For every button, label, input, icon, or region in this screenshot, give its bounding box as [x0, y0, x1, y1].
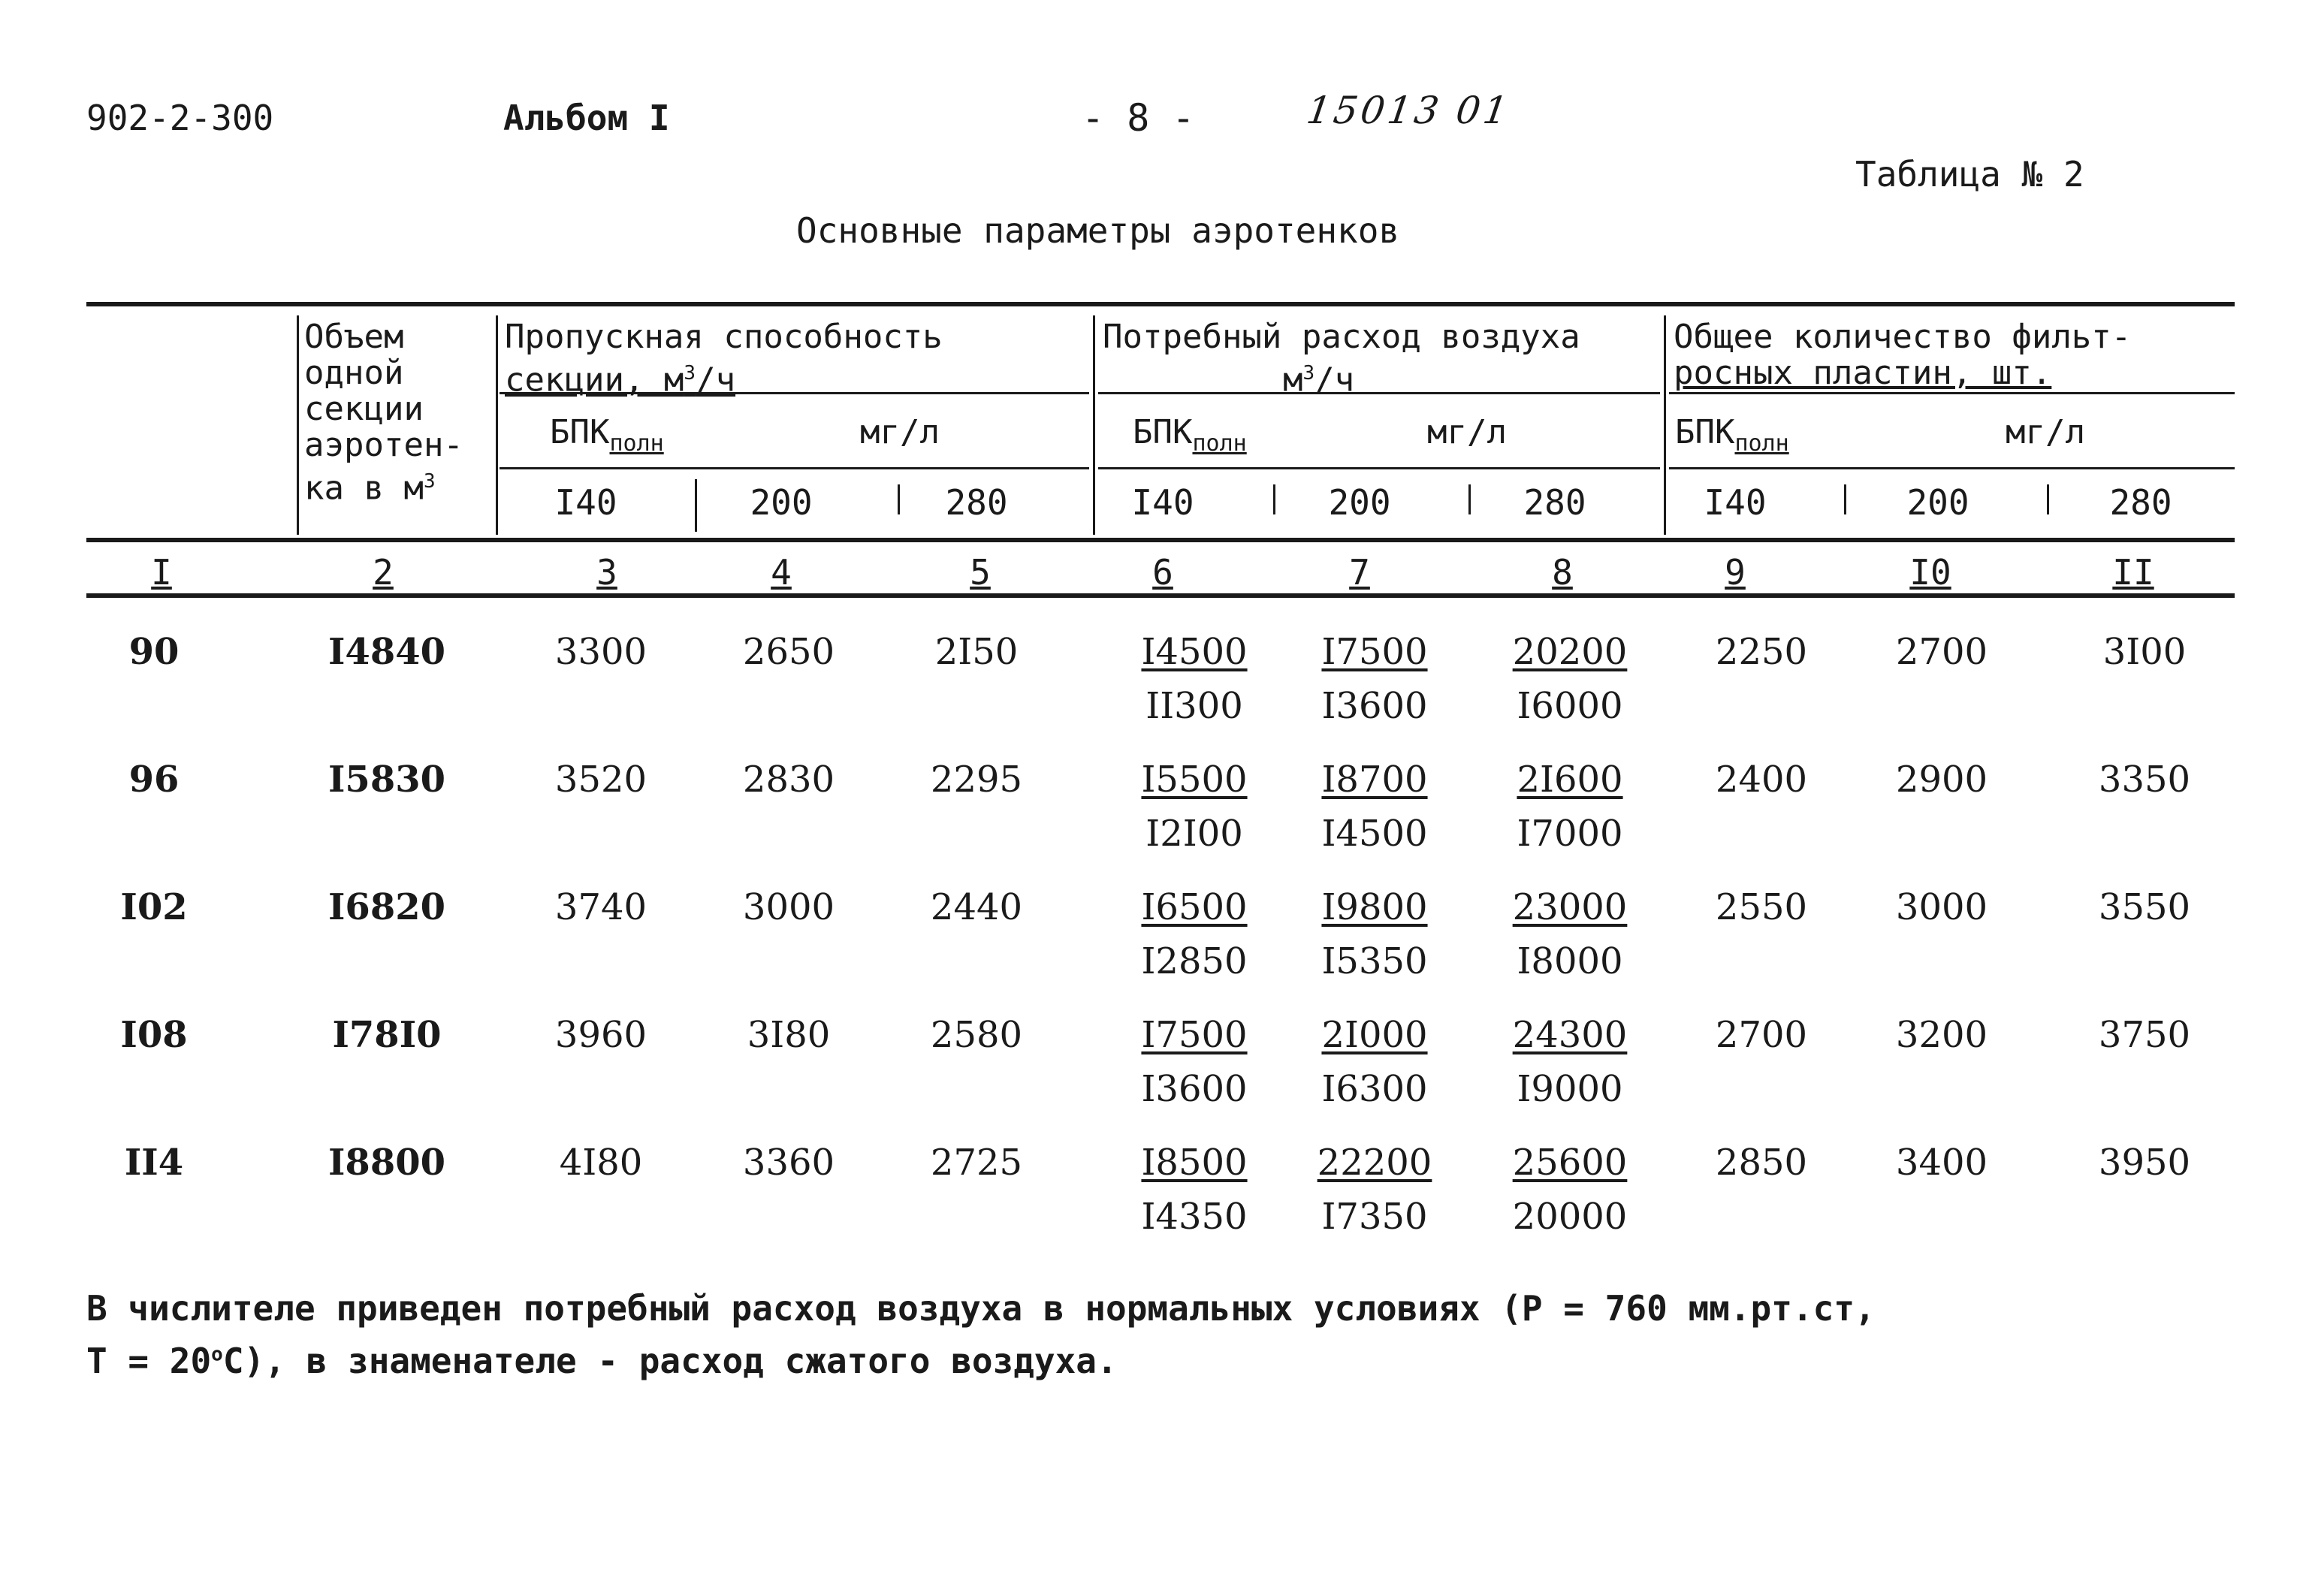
table-cell: 2900 [1895, 759, 1988, 801]
airflow-numerator: I7500 [1141, 1014, 1248, 1056]
airflow-numerator: I5500 [1141, 759, 1248, 801]
bpk-value-header: 200 [1328, 482, 1391, 523]
table-cell: 3350 [2098, 759, 2191, 801]
plates-header-rule [1669, 392, 2235, 394]
plates-bpk-label: $БПК_{полн}$ [1675, 413, 1789, 457]
airflow-numerator: 20200 [1512, 631, 1628, 673]
column-divider [2047, 484, 2049, 514]
throughput-header: Пропускная способность секции, $м^3/ч$ [505, 318, 943, 400]
column-number: 6 [1152, 552, 1173, 593]
bpk-value-header: 200 [1906, 482, 1969, 523]
table-cell: 2250 [1715, 631, 1808, 673]
airflow-numerator: I7500 [1321, 631, 1428, 673]
table-cell: 3750 [2098, 1014, 2191, 1056]
column-number: II [2112, 552, 2154, 593]
throughput-bpk-label: $БПК_{полн}$ [550, 413, 664, 457]
table-cell: 2700 [1715, 1014, 1808, 1056]
table-cell: 2295 [930, 759, 1023, 801]
throughput-unit: мг/л [860, 413, 940, 451]
table-cell: 3I80 [747, 1014, 831, 1056]
plates-bpk-rule [1669, 467, 2235, 469]
bpk-value-header: 280 [1523, 482, 1586, 523]
column-divider [496, 315, 498, 535]
bpk-value-header: 280 [945, 482, 1008, 523]
airflow-denominator: I6300 [1321, 1068, 1428, 1110]
footnote-line-1: В числителе приведен потребный расход воздуха в нормальных условиях (Р = 760 мм.рт.ст, [86, 1288, 1876, 1329]
airflow-numerator: I8700 [1321, 759, 1428, 801]
footnote-line-2: $Т = 20^оС$), в знаменателе - расход сжатого воздуха. [86, 1341, 1118, 1381]
table-cell: 3550 [2098, 886, 2191, 928]
airflow-bpk-label: $БПК_{полн}$ [1133, 413, 1247, 457]
table-cell: 2400 [1715, 759, 1808, 801]
airflow-denominator: II300 [1145, 685, 1243, 727]
column-number: 2 [373, 552, 394, 593]
bpk-value-header: I40 [554, 482, 617, 523]
table-cell: 2550 [1715, 886, 1808, 928]
table-cell: 2440 [930, 886, 1023, 928]
table-cell: 2725 [930, 1142, 1023, 1184]
row-number: 90 [128, 631, 180, 673]
volume-header: Объем одной секции аэротен- ка в $м^3$ [304, 318, 463, 508]
column-number: 8 [1552, 552, 1573, 593]
airflow-denominator: I5350 [1321, 940, 1428, 982]
throughput-bpk-rule [500, 467, 1089, 469]
table-label: Таблица № 2 [1855, 154, 2084, 195]
handwritten-mark: 15013 01 [1303, 89, 1514, 132]
table-cell: 3I00 [2102, 631, 2187, 673]
column-divider [1844, 484, 1846, 514]
airflow-denominator: I9000 [1517, 1068, 1623, 1110]
table-title: Основные параметры аэротенков [796, 210, 1400, 251]
table-cell: 2580 [930, 1014, 1023, 1056]
airflow-numerator: 25600 [1512, 1142, 1628, 1184]
table-cell: I78I0 [332, 1014, 442, 1056]
table-cell: 3300 [554, 631, 647, 673]
airflow-numerator: I4500 [1141, 631, 1248, 673]
bpk-value-header: I40 [1131, 482, 1194, 523]
table-cell: 3000 [742, 886, 835, 928]
airflow-numerator: I8500 [1141, 1142, 1248, 1184]
airflow-denominator: I3600 [1141, 1068, 1248, 1110]
column-divider [1093, 315, 1095, 535]
column-divider [695, 479, 697, 532]
column-divider [1664, 315, 1666, 535]
header-bottom-rule [86, 538, 2235, 542]
document-code: 902-2-300 [86, 98, 274, 138]
airflow-denominator: I4500 [1321, 813, 1428, 855]
table-cell: I4840 [327, 631, 446, 673]
column-number: 9 [1725, 552, 1746, 593]
table-cell: I5830 [327, 759, 446, 801]
airflow-bpk-rule [1098, 467, 1660, 469]
table-cell: I8800 [327, 1142, 446, 1184]
airflow-unit: мг/л [1427, 413, 1507, 451]
table-cell: 3200 [1895, 1014, 1988, 1056]
column-divider [898, 484, 900, 514]
airflow-numerator: 22200 [1317, 1142, 1432, 1184]
airflow-denominator: I2850 [1141, 940, 1248, 982]
airflow-numerator: 2I600 [1517, 759, 1623, 801]
bpk-value-header: I40 [1704, 482, 1767, 523]
album-label: Альбом I [503, 98, 670, 138]
column-divider [297, 315, 299, 535]
table-cell: 3400 [1895, 1142, 1988, 1184]
row-number: II4 [124, 1142, 184, 1184]
table-cell: 3520 [554, 759, 647, 801]
table-top-rule [86, 302, 2235, 306]
airflow-header: Потребный расход воздуха $м^3/ч$ [1103, 318, 1580, 400]
row-number: I08 [120, 1014, 188, 1056]
table-cell: 3960 [554, 1014, 647, 1056]
airflow-denominator: I7350 [1321, 1196, 1428, 1238]
column-number: I0 [1909, 552, 1951, 593]
plates-header: Общее количество фильт- росных пластин, шт. [1674, 318, 2132, 392]
airflow-numerator: 24300 [1512, 1014, 1628, 1056]
airflow-numerator: I6500 [1141, 886, 1248, 928]
airflow-denominator: I7000 [1517, 813, 1623, 855]
row-number: 96 [128, 759, 180, 801]
airflow-numerator: 23000 [1512, 886, 1628, 928]
column-divider [1273, 484, 1275, 514]
column-numbers-rule [86, 593, 2235, 598]
table-cell: 2850 [1715, 1142, 1808, 1184]
table-cell: 2700 [1895, 631, 1988, 673]
airflow-denominator: I8000 [1517, 940, 1623, 982]
airflow-denominator: 20000 [1512, 1196, 1628, 1238]
table-cell: 3740 [554, 886, 647, 928]
plates-unit: мг/л [2006, 413, 2085, 451]
table-cell: 2830 [742, 759, 835, 801]
airflow-denominator: I2I00 [1145, 813, 1243, 855]
airflow-numerator: I9800 [1321, 886, 1428, 928]
column-number: 4 [771, 552, 792, 593]
table-cell: 3360 [742, 1142, 835, 1184]
page-number: - 8 - [1082, 96, 1195, 140]
column-number: 7 [1349, 552, 1370, 593]
airflow-numerator: 2I000 [1321, 1014, 1428, 1056]
column-number: I [151, 552, 172, 593]
table-cell: I6820 [327, 886, 446, 928]
column-divider [1468, 484, 1471, 514]
table-cell: 2I50 [934, 631, 1019, 673]
airflow-denominator: I3600 [1321, 685, 1428, 727]
airflow-denominator: I6000 [1517, 685, 1623, 727]
row-number: I02 [120, 886, 188, 928]
table-cell: 4I80 [559, 1142, 643, 1184]
airflow-denominator: I4350 [1141, 1196, 1248, 1238]
table-cell: 3000 [1895, 886, 1988, 928]
table-cell: 3950 [2098, 1142, 2191, 1184]
column-number: 3 [596, 552, 617, 593]
bpk-value-header: 200 [750, 482, 813, 523]
table-cell: 2650 [742, 631, 835, 673]
bpk-value-header: 280 [2109, 482, 2172, 523]
column-number: 5 [970, 552, 991, 593]
